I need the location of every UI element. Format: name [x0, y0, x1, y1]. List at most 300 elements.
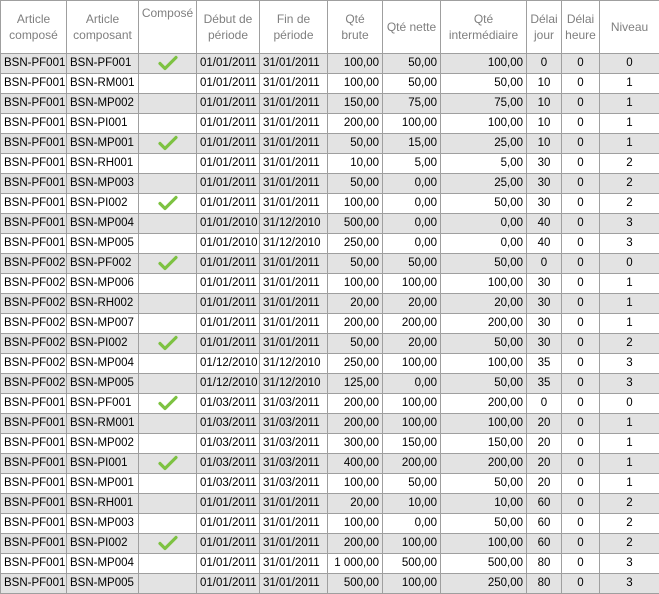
- col-header-compose[interactable]: Composé: [139, 1, 197, 54]
- cell-qte-brute[interactable]: 200,00: [328, 314, 383, 334]
- cell-qte-brute[interactable]: 500,00: [328, 574, 383, 594]
- cell-delai-jour[interactable]: 20: [527, 474, 562, 494]
- cell-qte-brute[interactable]: 300,00: [328, 434, 383, 454]
- col-header-qte-nette[interactable]: Qté nette: [383, 1, 441, 54]
- cell-niveau[interactable]: 2: [600, 494, 659, 514]
- cell-delai-jour[interactable]: 35: [527, 374, 562, 394]
- cell-debut-periode[interactable]: 01/01/2010: [197, 234, 260, 254]
- cell-delai-jour[interactable]: 10: [527, 74, 562, 94]
- cell-delai-jour[interactable]: 60: [527, 494, 562, 514]
- cell-debut-periode[interactable]: 01/01/2011: [197, 334, 260, 354]
- cell-fin-periode[interactable]: 31/03/2011: [260, 414, 328, 434]
- cell-compose[interactable]: [139, 134, 197, 154]
- table-row[interactable]: [1, 514, 659, 534]
- cell-compose[interactable]: [139, 354, 197, 374]
- cell-niveau[interactable]: 0: [600, 394, 659, 414]
- col-header-article-compose[interactable]: Article composé: [1, 1, 67, 54]
- cell-delai-jour[interactable]: 0: [527, 254, 562, 274]
- cell-qte-brute[interactable]: 150,00: [328, 94, 383, 114]
- cell-fin-periode[interactable]: 31/01/2011: [260, 154, 328, 174]
- cell-qte-brute[interactable]: 200,00: [328, 114, 383, 134]
- cell-delai-heure[interactable]: 0: [562, 314, 600, 334]
- cell-article-composant[interactable]: BSN-RM001: [67, 74, 139, 94]
- cell-fin-periode[interactable]: 31/01/2011: [260, 554, 328, 574]
- col-header-qte-brute[interactable]: Qté brute: [328, 1, 383, 54]
- cell-qte-brute[interactable]: 200,00: [328, 534, 383, 554]
- cell-debut-periode[interactable]: 01/12/2010: [197, 374, 260, 394]
- cell-debut-periode[interactable]: 01/03/2011: [197, 394, 260, 414]
- cell-compose[interactable]: [139, 214, 197, 234]
- cell-qte-nette[interactable]: 20,00: [383, 294, 441, 314]
- cell-qte-nette[interactable]: 0,00: [383, 174, 441, 194]
- cell-delai-jour[interactable]: 80: [527, 574, 562, 594]
- table-row[interactable]: [1, 174, 659, 194]
- cell-qte-intermediaire[interactable]: 0,00: [441, 214, 527, 234]
- cell-debut-periode[interactable]: 01/01/2011: [197, 554, 260, 574]
- cell-debut-periode[interactable]: 01/01/2011: [197, 514, 260, 534]
- cell-article-compose[interactable]: BSN-PF001: [1, 74, 67, 94]
- cell-fin-periode[interactable]: 31/03/2011: [260, 454, 328, 474]
- cell-compose[interactable]: [139, 254, 197, 274]
- cell-debut-periode[interactable]: 01/01/2011: [197, 154, 260, 174]
- cell-qte-brute[interactable]: 200,00: [328, 414, 383, 434]
- cell-debut-periode[interactable]: 01/03/2011: [197, 434, 260, 454]
- cell-fin-periode[interactable]: 31/01/2011: [260, 114, 328, 134]
- cell-qte-intermediaire[interactable]: 25,00: [441, 134, 527, 154]
- cell-article-composant[interactable]: BSN-PI001: [67, 114, 139, 134]
- cell-article-compose[interactable]: BSN-PF001: [1, 54, 67, 74]
- cell-article-composant[interactable]: BSN-RH002: [67, 294, 139, 314]
- cell-niveau[interactable]: 2: [600, 174, 659, 194]
- cell-debut-periode[interactable]: 01/01/2011: [197, 94, 260, 114]
- cell-qte-intermediaire[interactable]: 200,00: [441, 454, 527, 474]
- cell-qte-nette[interactable]: 100,00: [383, 354, 441, 374]
- cell-niveau[interactable]: 1: [600, 134, 659, 154]
- cell-article-composant[interactable]: BSN-PI002: [67, 194, 139, 214]
- cell-qte-nette[interactable]: 200,00: [383, 314, 441, 334]
- cell-qte-intermediaire[interactable]: 150,00: [441, 434, 527, 454]
- cell-fin-periode[interactable]: 31/12/2010: [260, 214, 328, 234]
- table-row[interactable]: [1, 414, 659, 434]
- cell-qte-intermediaire[interactable]: 50,00: [441, 74, 527, 94]
- cell-qte-intermediaire[interactable]: 0,00: [441, 234, 527, 254]
- cell-fin-periode[interactable]: 31/01/2011: [260, 274, 328, 294]
- cell-niveau[interactable]: 1: [600, 474, 659, 494]
- cell-qte-brute[interactable]: 100,00: [328, 54, 383, 74]
- cell-article-composant[interactable]: BSN-MP002: [67, 94, 139, 114]
- cell-article-compose[interactable]: BSN-PF001: [1, 514, 67, 534]
- cell-debut-periode[interactable]: 01/01/2011: [197, 194, 260, 214]
- cell-qte-nette[interactable]: 0,00: [383, 514, 441, 534]
- cell-article-compose[interactable]: BSN-PF002: [1, 254, 67, 274]
- cell-niveau[interactable]: 3: [600, 214, 659, 234]
- cell-article-compose[interactable]: BSN-PF001: [1, 154, 67, 174]
- cell-qte-brute[interactable]: 20,00: [328, 294, 383, 314]
- cell-qte-intermediaire[interactable]: 20,00: [441, 294, 527, 314]
- cell-niveau[interactable]: 2: [600, 334, 659, 354]
- cell-niveau[interactable]: 2: [600, 514, 659, 534]
- cell-delai-jour[interactable]: 20: [527, 454, 562, 474]
- cell-delai-jour[interactable]: 80: [527, 554, 562, 574]
- cell-qte-nette[interactable]: 5,00: [383, 154, 441, 174]
- cell-qte-brute[interactable]: 400,00: [328, 454, 383, 474]
- cell-delai-jour[interactable]: 0: [527, 394, 562, 414]
- cell-debut-periode[interactable]: 01/01/2011: [197, 274, 260, 294]
- cell-fin-periode[interactable]: 31/01/2011: [260, 54, 328, 74]
- cell-delai-heure[interactable]: 0: [562, 394, 600, 414]
- cell-niveau[interactable]: 1: [600, 274, 659, 294]
- table-row[interactable]: [1, 554, 659, 574]
- cell-article-compose[interactable]: BSN-PF001: [1, 574, 67, 594]
- cell-compose[interactable]: [139, 474, 197, 494]
- table-row[interactable]: [1, 54, 659, 74]
- cell-fin-periode[interactable]: 31/03/2011: [260, 434, 328, 454]
- cell-delai-jour[interactable]: 35: [527, 354, 562, 374]
- cell-debut-periode[interactable]: 01/01/2011: [197, 54, 260, 74]
- cell-article-compose[interactable]: BSN-PF002: [1, 354, 67, 374]
- cell-qte-brute[interactable]: 100,00: [328, 194, 383, 214]
- cell-qte-intermediaire[interactable]: 50,00: [441, 254, 527, 274]
- cell-delai-jour[interactable]: 30: [527, 334, 562, 354]
- cell-delai-heure[interactable]: 0: [562, 534, 600, 554]
- cell-compose[interactable]: [139, 54, 197, 74]
- cell-article-composant[interactable]: BSN-MP005: [67, 374, 139, 394]
- table-row[interactable]: [1, 334, 659, 354]
- cell-compose[interactable]: [139, 334, 197, 354]
- cell-article-composant[interactable]: BSN-MP001: [67, 134, 139, 154]
- cell-fin-periode[interactable]: 31/12/2010: [260, 354, 328, 374]
- cell-delai-heure[interactable]: 0: [562, 294, 600, 314]
- cell-delai-jour[interactable]: 40: [527, 214, 562, 234]
- cell-fin-periode[interactable]: 31/01/2011: [260, 174, 328, 194]
- cell-article-compose[interactable]: BSN-PF001: [1, 454, 67, 474]
- cell-delai-heure[interactable]: 0: [562, 274, 600, 294]
- cell-delai-heure[interactable]: 0: [562, 334, 600, 354]
- cell-delai-jour[interactable]: 40: [527, 234, 562, 254]
- cell-fin-periode[interactable]: 31/01/2011: [260, 334, 328, 354]
- cell-qte-nette[interactable]: 100,00: [383, 114, 441, 134]
- cell-delai-heure[interactable]: 0: [562, 354, 600, 374]
- cell-qte-brute[interactable]: 100,00: [328, 74, 383, 94]
- cell-article-composant[interactable]: BSN-PF002: [67, 254, 139, 274]
- cell-qte-brute[interactable]: 100,00: [328, 274, 383, 294]
- cell-article-compose[interactable]: BSN-PF001: [1, 434, 67, 454]
- cell-qte-nette[interactable]: 75,00: [383, 94, 441, 114]
- cell-niveau[interactable]: 2: [600, 154, 659, 174]
- cell-qte-intermediaire[interactable]: 50,00: [441, 194, 527, 214]
- cell-delai-jour[interactable]: 10: [527, 134, 562, 154]
- cell-article-compose[interactable]: BSN-PF001: [1, 174, 67, 194]
- cell-compose[interactable]: [139, 194, 197, 214]
- table-row[interactable]: [1, 294, 659, 314]
- table-row[interactable]: [1, 194, 659, 214]
- cell-debut-periode[interactable]: 01/01/2011: [197, 134, 260, 154]
- cell-article-compose[interactable]: BSN-PF001: [1, 534, 67, 554]
- col-header-delai-heure[interactable]: Délai heure: [562, 1, 600, 54]
- cell-qte-nette[interactable]: 10,00: [383, 494, 441, 514]
- cell-qte-nette[interactable]: 0,00: [383, 234, 441, 254]
- cell-debut-periode[interactable]: 01/01/2011: [197, 574, 260, 594]
- cell-qte-brute[interactable]: 50,00: [328, 334, 383, 354]
- cell-qte-intermediaire[interactable]: 10,00: [441, 494, 527, 514]
- cell-delai-jour[interactable]: 30: [527, 274, 562, 294]
- table-row[interactable]: [1, 394, 659, 414]
- cell-delai-heure[interactable]: 0: [562, 194, 600, 214]
- cell-qte-brute[interactable]: 50,00: [328, 134, 383, 154]
- cell-qte-intermediaire[interactable]: 75,00: [441, 94, 527, 114]
- table-row[interactable]: [1, 154, 659, 174]
- table-row[interactable]: [1, 114, 659, 134]
- cell-qte-intermediaire[interactable]: 5,00: [441, 154, 527, 174]
- cell-compose[interactable]: [139, 74, 197, 94]
- cell-delai-jour[interactable]: 30: [527, 154, 562, 174]
- cell-article-compose[interactable]: BSN-PF002: [1, 274, 67, 294]
- cell-qte-brute[interactable]: 10,00: [328, 154, 383, 174]
- cell-delai-jour[interactable]: 10: [527, 114, 562, 134]
- cell-article-compose[interactable]: BSN-PF001: [1, 214, 67, 234]
- cell-delai-jour[interactable]: 60: [527, 514, 562, 534]
- cell-qte-intermediaire[interactable]: 50,00: [441, 474, 527, 494]
- cell-article-composant[interactable]: BSN-MP001: [67, 474, 139, 494]
- cell-niveau[interactable]: 2: [600, 194, 659, 214]
- table-row[interactable]: [1, 314, 659, 334]
- table-row[interactable]: [1, 434, 659, 454]
- cell-qte-nette[interactable]: 50,00: [383, 74, 441, 94]
- cell-debut-periode[interactable]: 01/01/2011: [197, 534, 260, 554]
- table-row[interactable]: [1, 94, 659, 114]
- cell-article-composant[interactable]: BSN-PI002: [67, 534, 139, 554]
- table-row[interactable]: [1, 354, 659, 374]
- cell-delai-heure[interactable]: 0: [562, 434, 600, 454]
- cell-qte-nette[interactable]: 0,00: [383, 214, 441, 234]
- cell-delai-heure[interactable]: 0: [562, 574, 600, 594]
- table-row[interactable]: [1, 454, 659, 474]
- cell-article-composant[interactable]: BSN-PI002: [67, 334, 139, 354]
- cell-delai-jour[interactable]: 30: [527, 194, 562, 214]
- cell-qte-nette[interactable]: 100,00: [383, 414, 441, 434]
- cell-compose[interactable]: [139, 394, 197, 414]
- cell-delai-heure[interactable]: 0: [562, 514, 600, 534]
- cell-fin-periode[interactable]: 31/03/2011: [260, 394, 328, 414]
- cell-fin-periode[interactable]: 31/01/2011: [260, 74, 328, 94]
- cell-article-compose[interactable]: BSN-PF001: [1, 474, 67, 494]
- cell-delai-heure[interactable]: 0: [562, 234, 600, 254]
- cell-qte-intermediaire[interactable]: 25,00: [441, 174, 527, 194]
- cell-compose[interactable]: [139, 534, 197, 554]
- cell-article-compose[interactable]: BSN-PF001: [1, 414, 67, 434]
- cell-compose[interactable]: [139, 434, 197, 454]
- cell-delai-heure[interactable]: 0: [562, 474, 600, 494]
- cell-qte-brute[interactable]: 20,00: [328, 494, 383, 514]
- cell-niveau[interactable]: 3: [600, 574, 659, 594]
- cell-debut-periode[interactable]: 01/01/2011: [197, 314, 260, 334]
- cell-article-composant[interactable]: BSN-RH001: [67, 154, 139, 174]
- cell-niveau[interactable]: 2: [600, 534, 659, 554]
- cell-fin-periode[interactable]: 31/01/2011: [260, 194, 328, 214]
- cell-delai-heure[interactable]: 0: [562, 134, 600, 154]
- cell-fin-periode[interactable]: 31/12/2010: [260, 234, 328, 254]
- cell-niveau[interactable]: 3: [600, 234, 659, 254]
- cell-article-composant[interactable]: BSN-RH001: [67, 494, 139, 514]
- cell-qte-brute[interactable]: 100,00: [328, 514, 383, 534]
- cell-qte-brute[interactable]: 125,00: [328, 374, 383, 394]
- cell-qte-intermediaire[interactable]: 100,00: [441, 534, 527, 554]
- cell-compose[interactable]: [139, 174, 197, 194]
- cell-niveau[interactable]: 1: [600, 414, 659, 434]
- cell-debut-periode[interactable]: 01/01/2011: [197, 174, 260, 194]
- cell-niveau[interactable]: 0: [600, 254, 659, 274]
- cell-qte-nette[interactable]: 50,00: [383, 474, 441, 494]
- cell-article-composant[interactable]: BSN-MP005: [67, 234, 139, 254]
- cell-delai-heure[interactable]: 0: [562, 374, 600, 394]
- cell-fin-periode[interactable]: 31/01/2011: [260, 494, 328, 514]
- cell-delai-jour[interactable]: 20: [527, 434, 562, 454]
- cell-qte-nette[interactable]: 150,00: [383, 434, 441, 454]
- cell-compose[interactable]: [139, 294, 197, 314]
- cell-article-compose[interactable]: BSN-PF002: [1, 294, 67, 314]
- cell-compose[interactable]: [139, 374, 197, 394]
- cell-compose[interactable]: [139, 514, 197, 534]
- cell-compose[interactable]: [139, 274, 197, 294]
- cell-article-composant[interactable]: BSN-PI001: [67, 454, 139, 474]
- cell-article-compose[interactable]: BSN-PF001: [1, 194, 67, 214]
- cell-qte-nette[interactable]: 200,00: [383, 454, 441, 474]
- cell-niveau[interactable]: 1: [600, 94, 659, 114]
- cell-qte-brute[interactable]: 50,00: [328, 174, 383, 194]
- cell-qte-intermediaire[interactable]: 100,00: [441, 354, 527, 374]
- cell-article-compose[interactable]: BSN-PF002: [1, 374, 67, 394]
- cell-qte-nette[interactable]: 100,00: [383, 574, 441, 594]
- cell-article-composant[interactable]: BSN-RM001: [67, 414, 139, 434]
- cell-niveau[interactable]: 1: [600, 294, 659, 314]
- cell-compose[interactable]: [139, 94, 197, 114]
- cell-qte-nette[interactable]: 50,00: [383, 254, 441, 274]
- cell-compose[interactable]: [139, 234, 197, 254]
- col-header-delai-jour[interactable]: Délai jour: [527, 1, 562, 54]
- cell-fin-periode[interactable]: 31/01/2011: [260, 134, 328, 154]
- cell-qte-intermediaire[interactable]: 50,00: [441, 334, 527, 354]
- cell-compose[interactable]: [139, 314, 197, 334]
- cell-article-compose[interactable]: BSN-PF001: [1, 234, 67, 254]
- cell-qte-intermediaire[interactable]: 200,00: [441, 314, 527, 334]
- table-row[interactable]: [1, 274, 659, 294]
- cell-qte-nette[interactable]: 0,00: [383, 194, 441, 214]
- col-header-niveau[interactable]: Niveau: [600, 1, 659, 54]
- cell-compose[interactable]: [139, 414, 197, 434]
- cell-fin-periode[interactable]: 31/01/2011: [260, 94, 328, 114]
- cell-delai-jour[interactable]: 60: [527, 534, 562, 554]
- cell-delai-heure[interactable]: 0: [562, 74, 600, 94]
- cell-niveau[interactable]: 3: [600, 354, 659, 374]
- cell-delai-jour[interactable]: 10: [527, 94, 562, 114]
- cell-article-compose[interactable]: BSN-PF001: [1, 114, 67, 134]
- cell-article-composant[interactable]: BSN-MP003: [67, 514, 139, 534]
- cell-article-composant[interactable]: BSN-PF001: [67, 394, 139, 414]
- cell-article-compose[interactable]: BSN-PF002: [1, 314, 67, 334]
- cell-delai-heure[interactable]: 0: [562, 414, 600, 434]
- cell-debut-periode[interactable]: 01/12/2010: [197, 354, 260, 374]
- cell-article-composant[interactable]: BSN-MP007: [67, 314, 139, 334]
- cell-compose[interactable]: [139, 494, 197, 514]
- table-row[interactable]: [1, 134, 659, 154]
- cell-compose[interactable]: [139, 154, 197, 174]
- cell-fin-periode[interactable]: 31/01/2011: [260, 574, 328, 594]
- cell-fin-periode[interactable]: 31/01/2011: [260, 314, 328, 334]
- col-header-qte-intermediaire[interactable]: Qté intermédiaire: [441, 1, 527, 54]
- table-row[interactable]: [1, 254, 659, 274]
- cell-niveau[interactable]: 1: [600, 314, 659, 334]
- cell-compose[interactable]: [139, 554, 197, 574]
- cell-qte-nette[interactable]: 20,00: [383, 334, 441, 354]
- table-row[interactable]: [1, 374, 659, 394]
- cell-qte-nette[interactable]: 50,00: [383, 54, 441, 74]
- cell-qte-nette[interactable]: 100,00: [383, 534, 441, 554]
- cell-delai-jour[interactable]: 20: [527, 414, 562, 434]
- cell-qte-brute[interactable]: 200,00: [328, 394, 383, 414]
- cell-delai-heure[interactable]: 0: [562, 54, 600, 74]
- cell-debut-periode[interactable]: 01/03/2011: [197, 414, 260, 434]
- cell-qte-intermediaire[interactable]: 50,00: [441, 374, 527, 394]
- cell-qte-intermediaire[interactable]: 500,00: [441, 554, 527, 574]
- cell-delai-heure[interactable]: 0: [562, 114, 600, 134]
- cell-qte-intermediaire[interactable]: 250,00: [441, 574, 527, 594]
- cell-article-compose[interactable]: BSN-PF001: [1, 394, 67, 414]
- cell-qte-brute[interactable]: 100,00: [328, 474, 383, 494]
- cell-delai-jour[interactable]: 30: [527, 314, 562, 334]
- cell-qte-nette[interactable]: 15,00: [383, 134, 441, 154]
- cell-compose[interactable]: [139, 454, 197, 474]
- col-header-debut-periode[interactable]: Début de période: [197, 1, 260, 54]
- cell-niveau[interactable]: 1: [600, 434, 659, 454]
- cell-article-composant[interactable]: BSN-MP004: [67, 554, 139, 574]
- cell-article-compose[interactable]: BSN-PF001: [1, 554, 67, 574]
- cell-debut-periode[interactable]: 01/01/2010: [197, 214, 260, 234]
- cell-qte-brute[interactable]: 500,00: [328, 214, 383, 234]
- cell-debut-periode[interactable]: 01/01/2011: [197, 74, 260, 94]
- cell-delai-heure[interactable]: 0: [562, 494, 600, 514]
- cell-article-composant[interactable]: BSN-PF001: [67, 54, 139, 74]
- cell-delai-jour[interactable]: 30: [527, 174, 562, 194]
- cell-fin-periode[interactable]: 31/03/2011: [260, 474, 328, 494]
- cell-qte-brute[interactable]: 50,00: [328, 254, 383, 274]
- cell-qte-intermediaire[interactable]: 200,00: [441, 394, 527, 414]
- cell-article-composant[interactable]: BSN-MP004: [67, 214, 139, 234]
- cell-qte-brute[interactable]: 250,00: [328, 354, 383, 374]
- cell-qte-intermediaire[interactable]: 100,00: [441, 114, 527, 134]
- table-row[interactable]: [1, 474, 659, 494]
- cell-delai-heure[interactable]: 0: [562, 254, 600, 274]
- cell-delai-heure[interactable]: 0: [562, 174, 600, 194]
- cell-article-composant[interactable]: BSN-MP002: [67, 434, 139, 454]
- cell-delai-heure[interactable]: 0: [562, 554, 600, 574]
- cell-qte-brute[interactable]: 1 000,00: [328, 554, 383, 574]
- cell-debut-periode[interactable]: 01/01/2011: [197, 114, 260, 134]
- cell-article-composant[interactable]: BSN-MP006: [67, 274, 139, 294]
- cell-debut-periode[interactable]: 01/01/2011: [197, 494, 260, 514]
- cell-qte-nette[interactable]: 500,00: [383, 554, 441, 574]
- cell-qte-intermediaire[interactable]: 100,00: [441, 274, 527, 294]
- cell-article-composant[interactable]: BSN-MP004: [67, 354, 139, 374]
- cell-delai-heure[interactable]: 0: [562, 94, 600, 114]
- cell-article-compose[interactable]: BSN-PF002: [1, 334, 67, 354]
- cell-article-composant[interactable]: BSN-MP003: [67, 174, 139, 194]
- cell-debut-periode[interactable]: 01/03/2011: [197, 454, 260, 474]
- cell-compose[interactable]: [139, 114, 197, 134]
- cell-qte-nette[interactable]: 100,00: [383, 394, 441, 414]
- table-row[interactable]: [1, 74, 659, 94]
- cell-fin-periode[interactable]: 31/01/2011: [260, 254, 328, 274]
- cell-niveau[interactable]: 1: [600, 454, 659, 474]
